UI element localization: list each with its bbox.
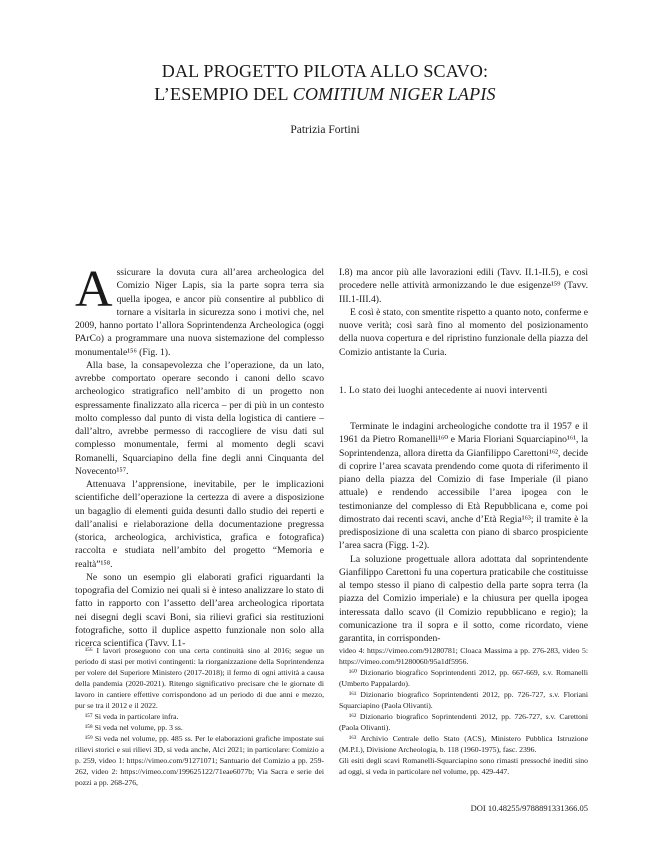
drop-cap: A bbox=[75, 261, 113, 318]
footnote: ¹⁵⁸ Si veda nel volume, pp. 3 ss. bbox=[85, 723, 183, 732]
article-title-line-1: DAL PROGETTO PILOTA ALLO SCAVO: bbox=[161, 61, 489, 81]
author-name: Patrizia Fortini bbox=[290, 124, 360, 136]
paragraph: Ne sono un esempio gli elaborati grafici riguardanti la topografia del Comizio nei quali si è inteso analizzare lo stato di fatto in rapporto con l’assetto dell’area archeologica riportata nei disegni degli scavi Boni, sia rilievi grafici sia restituzioni fotografiche, sotto il duplice aspetto funzionale non solo alla ricerca scientifica (Tavv. I.1- bbox=[75, 571, 324, 649]
footnote: ¹⁵⁹ Si veda nel volume, pp. 485 ss. Per le elaborazioni grafiche impostate sui rilievi storici e sui rilievi 3D, si veda anche, Alci 2021; in particolare: Comizio a p. 259, video 1: https://vimeo.com/91271071; Santuario del Comizio a pp. 259-262, video 2: https://vimeo.com/199625122/71eae6077b; Via Sacra e serie dei pozzi a pp. 268-276, bbox=[75, 734, 324, 787]
article-title-line-2 bbox=[0, 83, 650, 105]
title-prefix: L’ESEMPIO DEL bbox=[154, 84, 293, 104]
footnote: ¹⁶² Dizionario biografico Soprintendenti 2012, pp. 726-727, s.v. Carettoni (Paola Olivanti). bbox=[339, 712, 588, 732]
paragraph: E così è stato, con smentite rispetto a quanto noto, conferme e nuove verità; così sarà fino al momento del posizionamento della nuova copertura e del ripristino funzionale della piazza del Comizio antistante la Curia. bbox=[339, 306, 588, 358]
paragraph-text: ssicurare la dovuta cura all’area archeologica del Comizio Niger Lapis, sia la parte sopra terra sia quella ipogea, e ancor più consentire al pubblico di tornare a visitarla in sicurezza sono i motivi che, nel 2009, hanno portato l’allora Soprintendenza Archeologica (oggi PArCo) a programmare una nuova sistemazione del complesso monumentale¹⁵⁶ (Fig. 1). bbox=[75, 267, 324, 358]
title-italic: COMITIUM NIGER LAPIS bbox=[292, 84, 496, 104]
paragraph: Attenuava l’apprensione, inevitabile, per le implicazioni scientifiche dell’operazione la certezza di avere a disposizione un bagaglio di elementi guida desunti dallo studio dei reperti e dall’analisi e rielaborazione della documentazione pregressa (storica, archeologica, archivistica, grafica e fotografica) raccolta e studiata nell’ambito del progetto “Memoria e realtà”¹⁵⁸. bbox=[75, 479, 324, 570]
footnote: ¹⁶⁰ Dizionario biografico Soprintendenti 2012, pp. 667-669, s.v. Romanelli (Umberto Pappalardo). bbox=[339, 668, 588, 688]
footnote: Gli esiti degli scavi Romanelli-Squarciapino sono rimasti pressoché inediti sino ad oggi, si veda in particolare nel volume, pp. 429-447. bbox=[339, 756, 588, 776]
doi: DOI 10.48255/9788891331366.05 bbox=[470, 803, 588, 813]
footnotes-right bbox=[339, 645, 588, 777]
paragraph: Alla base, la consapevolezza che l’operazione, da un lato, avrebbe comportato operare secondo i canoni dello scavo archeologico stratigrafico nell’ambito di un progetto non espressamente finalizzato alla ricerca – per di più in un contesto molto complesso dal punto di vista della logistica di cantiere – dall’altro, avrebbe permesso di raccogliere de visu dati sul complesso monumentale, fermi al momento degli scavi Romanelli, Squarciapino della fine degli anni Cinquanta del Novecento¹⁵⁷. bbox=[75, 359, 324, 477]
section-heading: 1. Lo stato dei luoghi antecedente ai nuovi interventi bbox=[339, 385, 548, 396]
paragraph: Terminate le indagini archeologiche condotte tra il 1957 e il 1961 da Pietro Romanelli¹⁶⁰ e Maria Floriani Squarciapino¹⁶¹, la Soprintendenza, allora diretta da Gianfilippo Carettoni¹⁶², decide di coprire l’area scavata prendendo come quota di riferimento il piano della piazza del Comizio di fase Imperiale (il piano attuale) e rendendo accessibile l’area ipogea con le testimonianze del complesso di Età Repubblicana e, come poi dimostrato dai recenti scavi, anche d’Età Regia¹⁶³; il tramite è la predisposizione di una scaletta con piano di sbarco prospiciente l’area sacra (Figg. 1-2). bbox=[339, 421, 588, 552]
paragraph bbox=[75, 261, 324, 359]
right-column bbox=[339, 266, 588, 645]
footnote: ¹⁶³ Archivio Centrale dello Stato (ACS), Ministero Pubblica Istruzione (M.P.I.), Divisione Archeologia, b. 118 (1960-1975), fasc. 2396. bbox=[339, 734, 588, 754]
footnote: ¹⁵⁷ Si veda in particolare infra. bbox=[85, 712, 179, 721]
paragraph: La soluzione progettuale allora adottata dal soprintendente Gianfilippo Carettoni fu una copertura praticabile che costituisse al tempo stesso il piano di calpestio della parte sopra terra (la piazza del Comizio imperiale) e la chiusura per quella ipogea interessata dallo scavo (il Comizio repubblicano e regio); la comunicazione tra il sopra e il sotto, come ricordato, viene garantita, in corrisponden- bbox=[339, 553, 588, 644]
footnote: video 4: https://vimeo.com/91280781; Cloaca Massima a pp. 276-283, video 5: https://vimeo.com/91280060/95a1df5956. bbox=[339, 646, 588, 666]
footnote: ¹⁶¹ Dizionario biografico Soprintendenti 2012, pp. 726-727, s.v. Floriani Squarciapino (Paola Olivanti). bbox=[339, 690, 588, 710]
footnotes-left bbox=[75, 645, 324, 788]
paragraph: I.8) ma ancor più alle lavorazioni edili (Tavv. II.1-II.5), e così procedere nelle attività armonizzando le due esigenze¹⁵⁹ (Tavv. III.1-III.4). bbox=[339, 267, 588, 305]
footnote: ¹⁵⁶ I lavori proseguono con una certa continuità sino al 2016; segue un periodo di stasi per motivi contingenti: la riorganizzazione della Soprintendenza per volere del Superiore Ministero (2017-2018); il fermo di ogni attività a causa della pandemia (2020-2021). Ritengo significativo precisare che le giornate di lavoro in cantiere effettive corrispondono ad un periodo di due anni e mezzo, pur se tra il 2012 e il 2022. bbox=[75, 646, 324, 710]
left-column bbox=[75, 261, 324, 650]
